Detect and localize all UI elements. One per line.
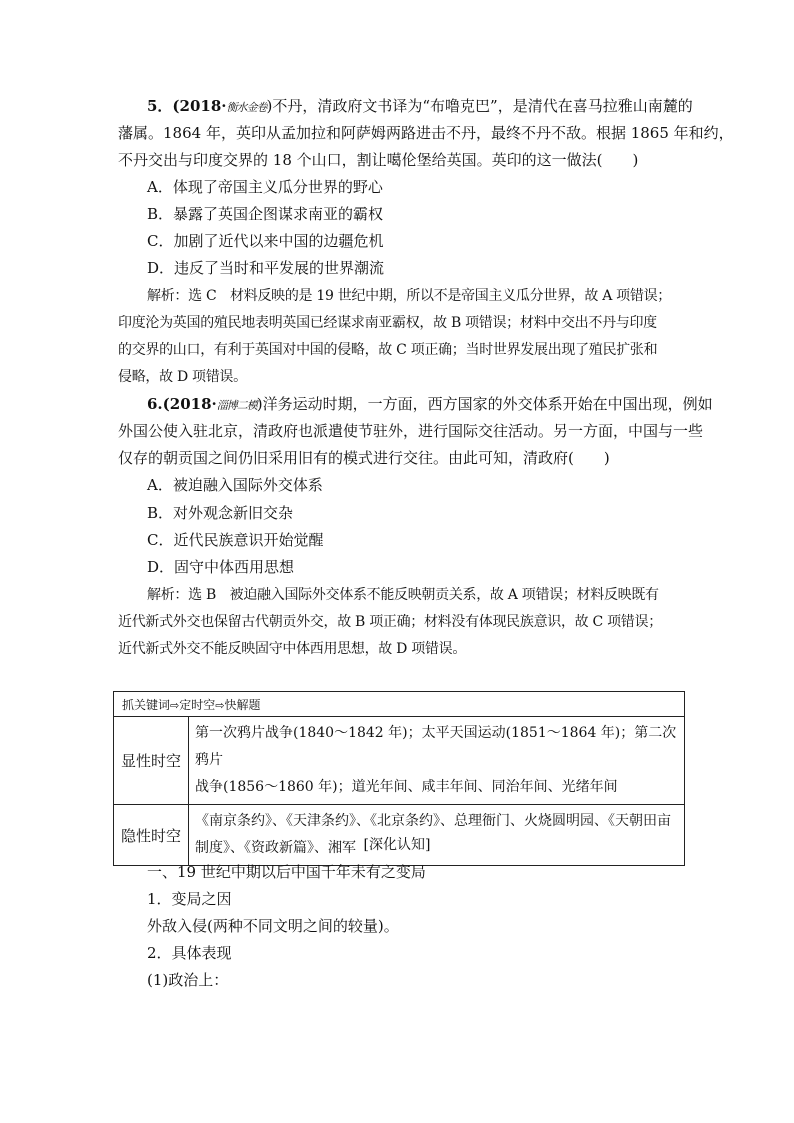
q6-number: 6.(2018· — [147, 395, 217, 413]
header-part-solve: 快解题 — [224, 697, 261, 712]
q5-stem-line-3: 不丹交出与印度交界的 18 个山口，割让噶伦堡给英国。英印的这一做法( ) — [118, 151, 639, 169]
q6-option-c: C．近代民族意识开始觉醒 — [147, 531, 324, 549]
q6-stem-line-1 — [147, 394, 713, 416]
paragraph-politics: (1)政治上： — [147, 971, 229, 989]
row-content-line: 制度》、《资政新篇》、湘军 — [195, 840, 356, 856]
q5-option-b: B．暴露了英国企图谋求南亚的霸权 — [147, 205, 384, 223]
header-part-time-space: 定时空 — [179, 697, 216, 712]
paragraph-causes: 外敌入侵(两种不同文明之间的较量)。 — [147, 917, 399, 935]
q6-stem-line-2: 外国公使入驻北京，清政府也派遣使节驻外，进行国际交往活动。另一方面，中国与一些 — [118, 422, 704, 440]
row-content-line: 战争(1856～1860 年)；道光年间、咸丰年间、同治年间、光绪年间 — [195, 779, 618, 795]
row-content-line: 第一次鸦片战争(1840～1842 年)；太平天国运动(1851～1864 年)；第二次鸦片 — [195, 725, 677, 768]
table-row — [114, 717, 685, 805]
q6-analysis-line-3: 近代新式外交不能反映固守中体西用思想，故 D 项错误。 — [118, 641, 467, 657]
q6-option-d: D．固守中体西用思想 — [147, 558, 295, 576]
q5-option-a: A．体现了帝国主义瓜分世界的野心 — [147, 178, 383, 196]
q5-stem-line-1 — [147, 96, 707, 118]
heading-level-2-causes: 1．变局之因 — [147, 890, 232, 908]
q6-stem-line-3: 仅存的朝贡国之间仍旧采用旧有的模式进行交往。由此可知，清政府( ) — [118, 449, 610, 467]
arrow-right-icon: ⇨ — [215, 698, 225, 712]
q5-number: 5．(2018· — [147, 97, 227, 115]
header-part-keywords: 抓关键词 — [122, 697, 171, 712]
q6-analysis-line-1: 解析：选 B 被迫融入国际外交体系不能反映朝贡关系，故 A 项错误；材料反映既有 — [147, 587, 659, 603]
section-heading: [深化认知] — [363, 837, 431, 853]
heading-level-1: 一、19 世纪中期以后中国千年未有之变局 — [147, 863, 426, 881]
row-label-implicit: 隐性时空 — [114, 805, 189, 866]
row-content-explicit — [189, 717, 685, 805]
q5-source: 衡水金卷 — [226, 101, 267, 114]
q6-analysis-line-2: 近代新式外交也保留古代朝贡外交，故 B 项正确；材料没有体现民族意识，故 C 项错误； — [118, 614, 662, 630]
arrow-right-icon: ⇨ — [170, 698, 180, 712]
q5-analysis-line-1: 解析：选 C 材料反映的是 19 世纪中期，所以不是帝国主义瓜分世界，故 A 项错误； — [147, 288, 671, 304]
q6-source: 淄博二模 — [216, 399, 257, 412]
q6-option-b: B．对外观念新旧交杂 — [147, 504, 294, 522]
heading-level-2-manifestations: 2．具体表现 — [147, 944, 232, 962]
q5-analysis-line-4: 侵略，故 D 项错误。 — [118, 369, 247, 385]
q5-stem-text: )不丹，清政府文书译为“布噜克巴”，是清代在喜马拉雅山南麓的 — [266, 97, 693, 115]
q6-stem-text: )洋务运动时期，一方面，西方国家的外交体系开始在中国出现，例如 — [256, 395, 713, 413]
q5-option-c: C．加剧了近代以来中国的边疆危机 — [147, 232, 384, 250]
q6-option-a: A．被迫融入国际外交体系 — [147, 476, 323, 494]
row-label-explicit: 显性时空 — [114, 717, 189, 805]
row-content-line: 《南京条约》、《天津条约》、《北京条约》、总理衙门、火烧圆明园、《天朝田亩 — [195, 813, 671, 829]
q5-option-d: D．违反了当时和平发展的世界潮流 — [147, 259, 385, 277]
keyword-table-header — [114, 692, 685, 717]
q5-analysis-line-3: 的交界的山口，有利于英国对中国的侵略，故 C 项正确；当时世界发展出现了殖民扩张和 — [118, 342, 658, 358]
q5-analysis-line-2: 印度沦为英国的殖民地表明英国已经谋求南亚霸权，故 B 项错误；材料中交出不丹与印度 — [118, 315, 657, 331]
q5-stem-line-2: 藩属。1864 年，英印从孟加拉和阿萨姆两路进击不丹，最终不丹不敌。根据 1865 年和约， — [118, 124, 734, 142]
